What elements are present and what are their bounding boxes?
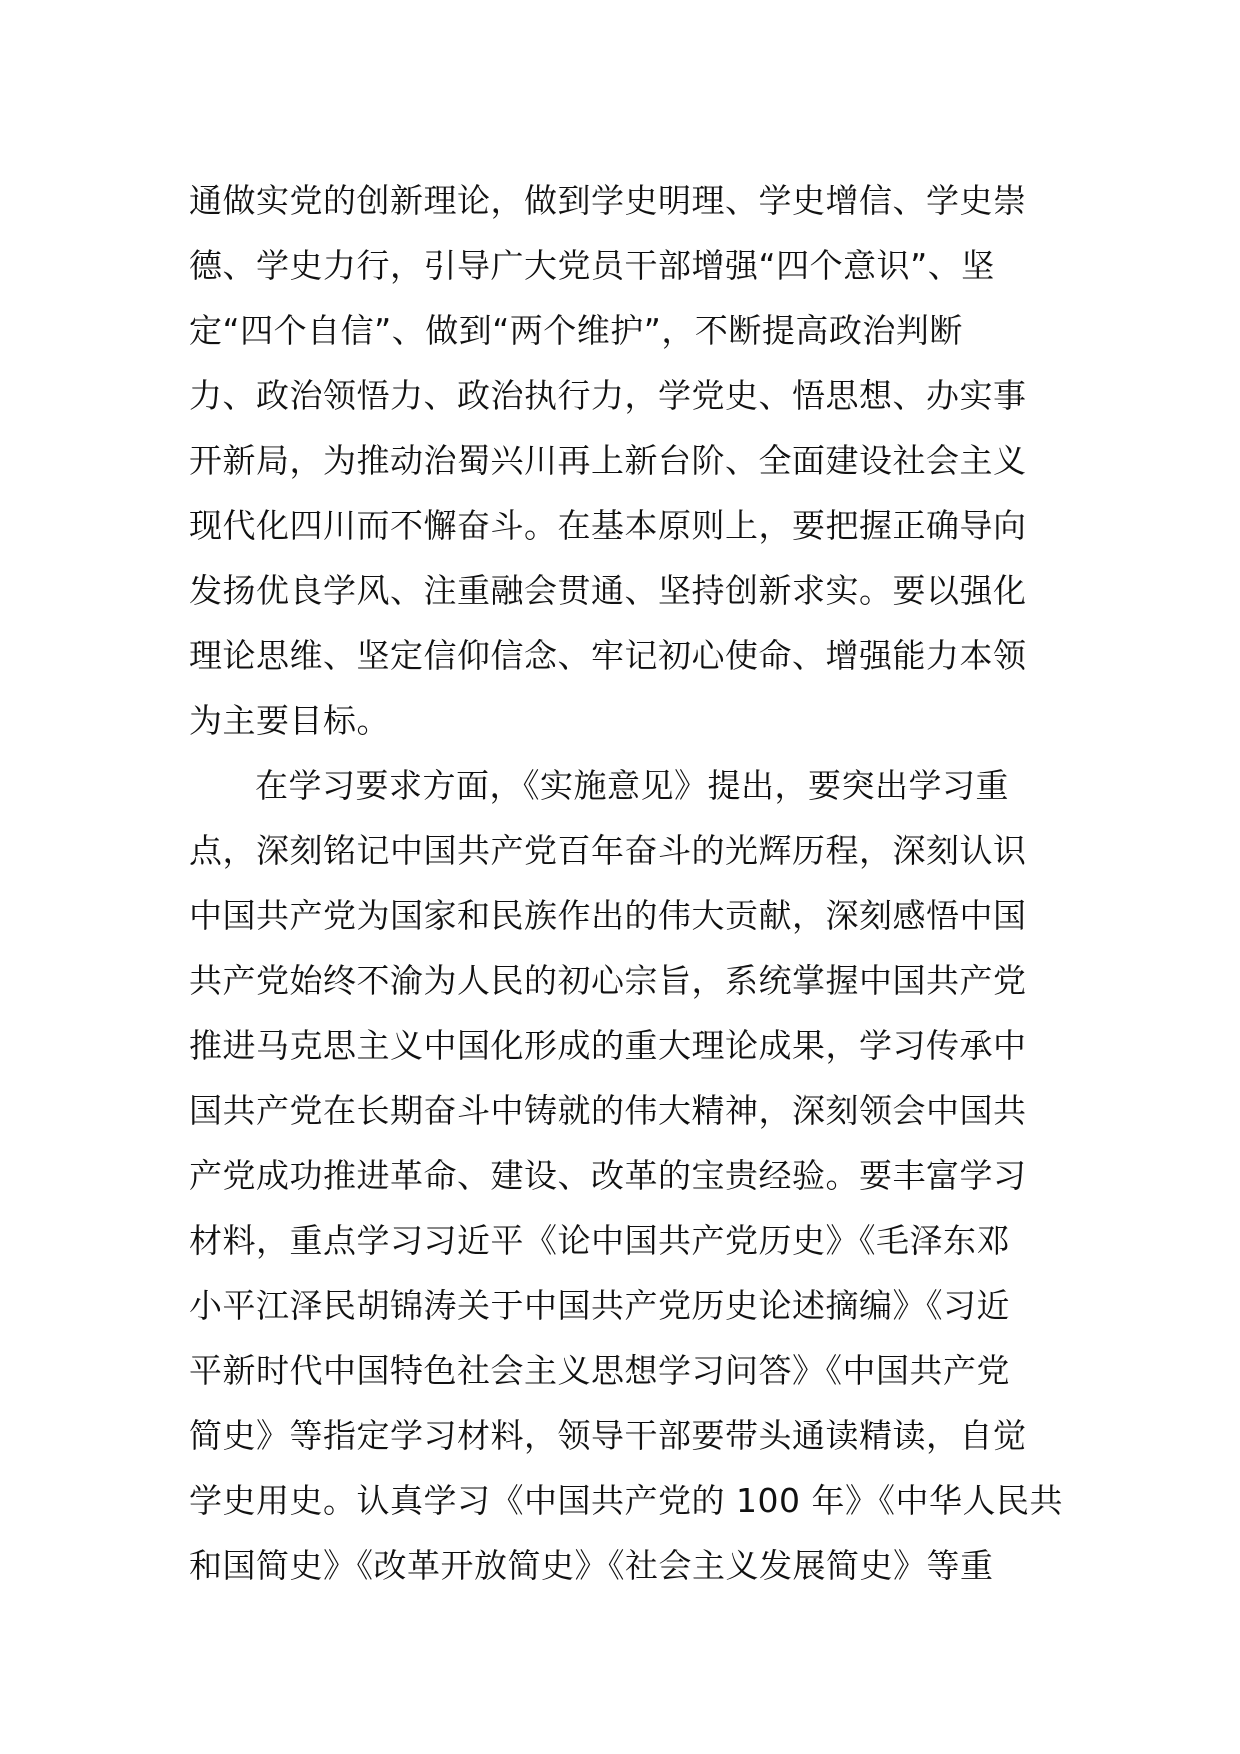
paragraph-line: 产党成功推进革命、建设、改革的宝贵经验。要丰富学习 bbox=[189, 1156, 1027, 1195]
paragraph-line: 共产党始终不渝为人民的初心宗旨，系统掌握中国共产党 bbox=[189, 961, 1027, 1000]
paragraph-line: 现代化四川而不懈奋斗。在基本原则上，要把握正确导向 bbox=[189, 506, 1027, 545]
paragraph-2 bbox=[189, 753, 1069, 1598]
paragraph-line: 发扬优良学风、注重融会贯通、坚持创新求实。要以强化 bbox=[189, 571, 1027, 610]
paragraph-line: 小平江泽民胡锦涛关于中国共产党历史论述摘编》《习近 bbox=[189, 1286, 1010, 1325]
paragraph-line: 力、政治领悟力、政治执行力，学党史、悟思想、办实事 bbox=[189, 376, 1027, 415]
paragraph-line: 点，深刻铭记中国共产党百年奋斗的光辉历程，深刻认识 bbox=[189, 831, 1027, 870]
paragraph-line: 学史用史。认真学习《中国共产党的 100 年》《中华人民共 bbox=[189, 1481, 1063, 1520]
paragraph-line: 理论思维、坚定信仰信念、牢记初心使命、增强能力本领 bbox=[189, 636, 1027, 675]
paragraph-1 bbox=[189, 168, 1069, 753]
paragraph-line: 定“四个自信”、做到“两个维护”，不断提高政治判断 bbox=[189, 311, 963, 350]
paragraph-line: 平新时代中国特色社会主义思想学习问答》《中国共产党 bbox=[189, 1351, 1010, 1390]
body-text bbox=[189, 168, 1069, 1598]
paragraph-line: 材料，重点学习习近平《论中国共产党历史》《毛泽东邓 bbox=[189, 1221, 1010, 1260]
paragraph-line: 国共产党在长期奋斗中铸就的伟大精神，深刻领会中国共 bbox=[189, 1091, 1027, 1130]
paragraph-line: 在学习要求方面，《实施意见》提出，要突出学习重 bbox=[255, 766, 1009, 805]
paragraph-line: 为主要目标。 bbox=[189, 701, 390, 740]
paragraph-line: 和国简史》《改革开放简史》《社会主义发展简史》等重 bbox=[189, 1546, 994, 1585]
paragraph-line: 开新局，为推动治蜀兴川再上新台阶、全面建设社会主义 bbox=[189, 441, 1027, 480]
paragraph-line: 简史》等指定学习材料，领导干部要带头通读精读，自觉 bbox=[189, 1416, 1027, 1455]
paragraph-line: 通做实党的创新理论，做到学史明理、学史增信、学史崇 bbox=[189, 181, 1027, 220]
paragraph-line: 德、学史力行，引导广大党员干部增强“四个意识”、坚 bbox=[189, 246, 995, 285]
paragraph-line: 中国共产党为国家和民族作出的伟大贡献，深刻感悟中国 bbox=[189, 896, 1027, 935]
paragraph-line: 推进马克思主义中国化形成的重大理论成果，学习传承中 bbox=[189, 1026, 1027, 1065]
